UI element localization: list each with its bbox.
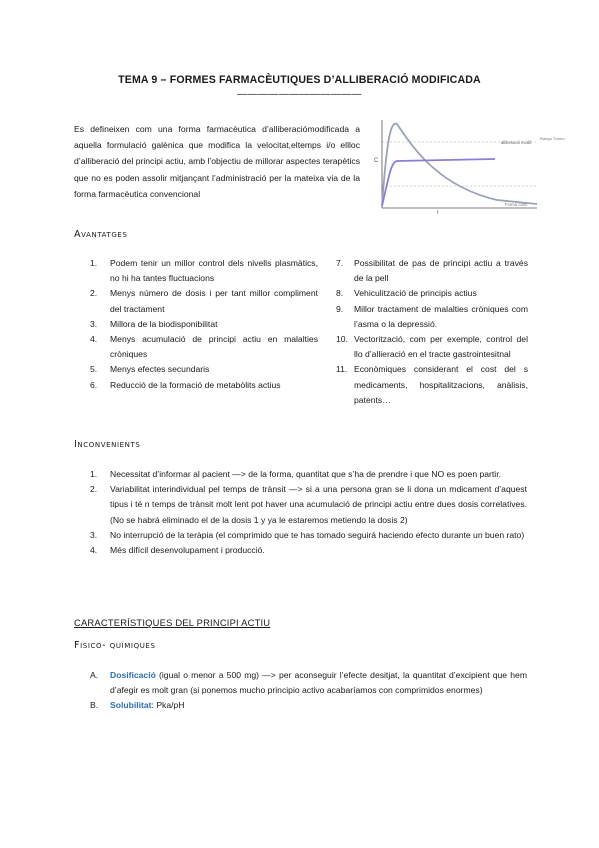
list-item [90, 668, 527, 698]
item-number: A. [90, 670, 99, 680]
list-item [336, 362, 528, 408]
x-axis-label: t [437, 210, 439, 216]
item-number: 10. [336, 334, 348, 345]
item-number: 2. [90, 484, 98, 495]
list-item [336, 332, 528, 362]
list-item [90, 317, 318, 332]
toxic-annotation: Rango Tóxico [540, 136, 565, 141]
item-number: 3. [90, 318, 98, 329]
conventional-curve [382, 124, 537, 206]
keyword-solubilitat: Solubilitat [110, 700, 152, 711]
list-item [90, 482, 527, 528]
avantatges-list-left [90, 256, 318, 393]
item-number: 11. [336, 364, 348, 375]
release-profile-svg [374, 116, 565, 216]
modified-annotation: alliberació modif. [501, 140, 533, 145]
item-text [110, 668, 527, 698]
item-text: Possibilitat de pas de principi actiu a través de la pell [354, 258, 528, 284]
item-number: 8. [336, 288, 344, 299]
item-text: Podem tenir un millor control dels nivells plasmàtics, no hi ha tantes fluctuacions [110, 258, 318, 284]
item-number: 3. [90, 529, 98, 540]
item-number: 7. [336, 258, 344, 268]
list-item [90, 286, 318, 316]
list-item [90, 543, 527, 558]
item-number: 5. [90, 364, 98, 375]
fisico-quimiques-list [90, 668, 527, 714]
item-text: Més difícil desenvolupament i producció. [110, 545, 265, 556]
list-item [90, 256, 318, 286]
modified-curve [382, 159, 495, 206]
item-number: 1. [90, 258, 98, 268]
item-number: 1. [90, 469, 98, 479]
intro-paragraph: Es defineixen com una forma farmacèutica d’alliberaciómodificada a aquella formulació galènica que modifica la velocitat,eltemps i/o ellloc d’alliberació del principi actiu, amb l’objectiu de millorar aspectes terapètics que no es poden assolir mitjançant l’administració per la mateixa via de la forma farmacèutica convencional [74, 124, 360, 199]
item-body: : Pka/pH [151, 700, 185, 711]
item-text: Econòmiques considerant el cost del s medicaments, hospitalitzacions, anàlisis, patents… [354, 364, 528, 405]
item-text: Millor tractament de malalties cròniques com l’asma o la depressió. [354, 303, 528, 329]
item-text [110, 698, 527, 713]
item-text: Menys acumulació de principi actiu en malalties cròniques [110, 334, 318, 360]
caracteristiques-heading: CARACTERÍSTIQUES DEL PRINCIPI ACTIU [74, 617, 271, 628]
item-number: 4. [90, 545, 98, 556]
list-item [336, 256, 528, 286]
avantatges-list-right [336, 256, 528, 408]
list-item [90, 528, 527, 543]
page-title: TEMA 9 – FORMES FARMACÈUTIQUES D’ALLIBERACIÓ MODIFICADA [118, 74, 481, 86]
list-item [336, 286, 528, 301]
item-text: No interrupció de la teràpia (el comprimido que te has tomado seguirá haciendo efecto durante un buen rato) [110, 529, 525, 540]
inconvenients-list [90, 467, 527, 558]
item-number: 4. [90, 334, 98, 345]
inconvenients-heading: Inconvenients [74, 439, 141, 450]
list-item [90, 362, 318, 377]
keyword-dosificacio: Dosificació [110, 670, 156, 680]
list-item [336, 302, 528, 332]
fisico-quimiques-heading: Fisico- químiques [74, 640, 156, 651]
item-number: B. [90, 700, 99, 711]
item-text: Variabilitat interindividual pel temps de trànsit —> si a una persona gran se li dona un mdicament d’aquest tipus i té n temps de trànsit molt lent pot haver una acumulació de principi actiu entre dues dosis correlatives. (No se habrá eliminado el de la dosis 1 y ya le estaremos metiendo la dosis 2) [110, 484, 527, 525]
item-text: Vectorització, com per exemple, control del llo d’allieració en el tracte gastrointesitnal [354, 334, 528, 360]
item-text: Vehiculització de principis actius [354, 288, 477, 299]
list-item [90, 467, 527, 482]
list-item [90, 332, 318, 362]
item-text: Reducció de la formació de metabòlits actius [110, 379, 281, 390]
avantatges-heading: Avantatges [74, 229, 128, 240]
title-rule: ———————————— [237, 89, 362, 100]
y-axis-label: C [374, 158, 379, 164]
release-profile-sketch [374, 116, 565, 216]
list-item [90, 378, 318, 393]
item-number: 2. [90, 288, 98, 299]
item-text: Millora de la biodisponibilitat [110, 318, 218, 329]
item-text: Necessitat d’informar al pacient —> de la forma, quantitat que s’ha de prendre i que NO es poen partir. [110, 469, 501, 479]
item-text: Menys efectes secundaris [110, 364, 210, 375]
item-text: Menys número de dosis i per tant millor compliment del tractament [110, 288, 318, 314]
conventional-annotation: Forma conv. [505, 202, 528, 207]
item-number: 6. [90, 379, 98, 390]
list-item [90, 698, 527, 713]
item-number: 9. [336, 303, 344, 314]
item-body: (igual o menor a 500 mg) —> per aconseguir l’efecte desitjat, la quantitat d’excipient que hem d’afegir es molt gran (si ponemos mucho principio activo acabaríamos con comprimidos enormes) [110, 670, 527, 696]
